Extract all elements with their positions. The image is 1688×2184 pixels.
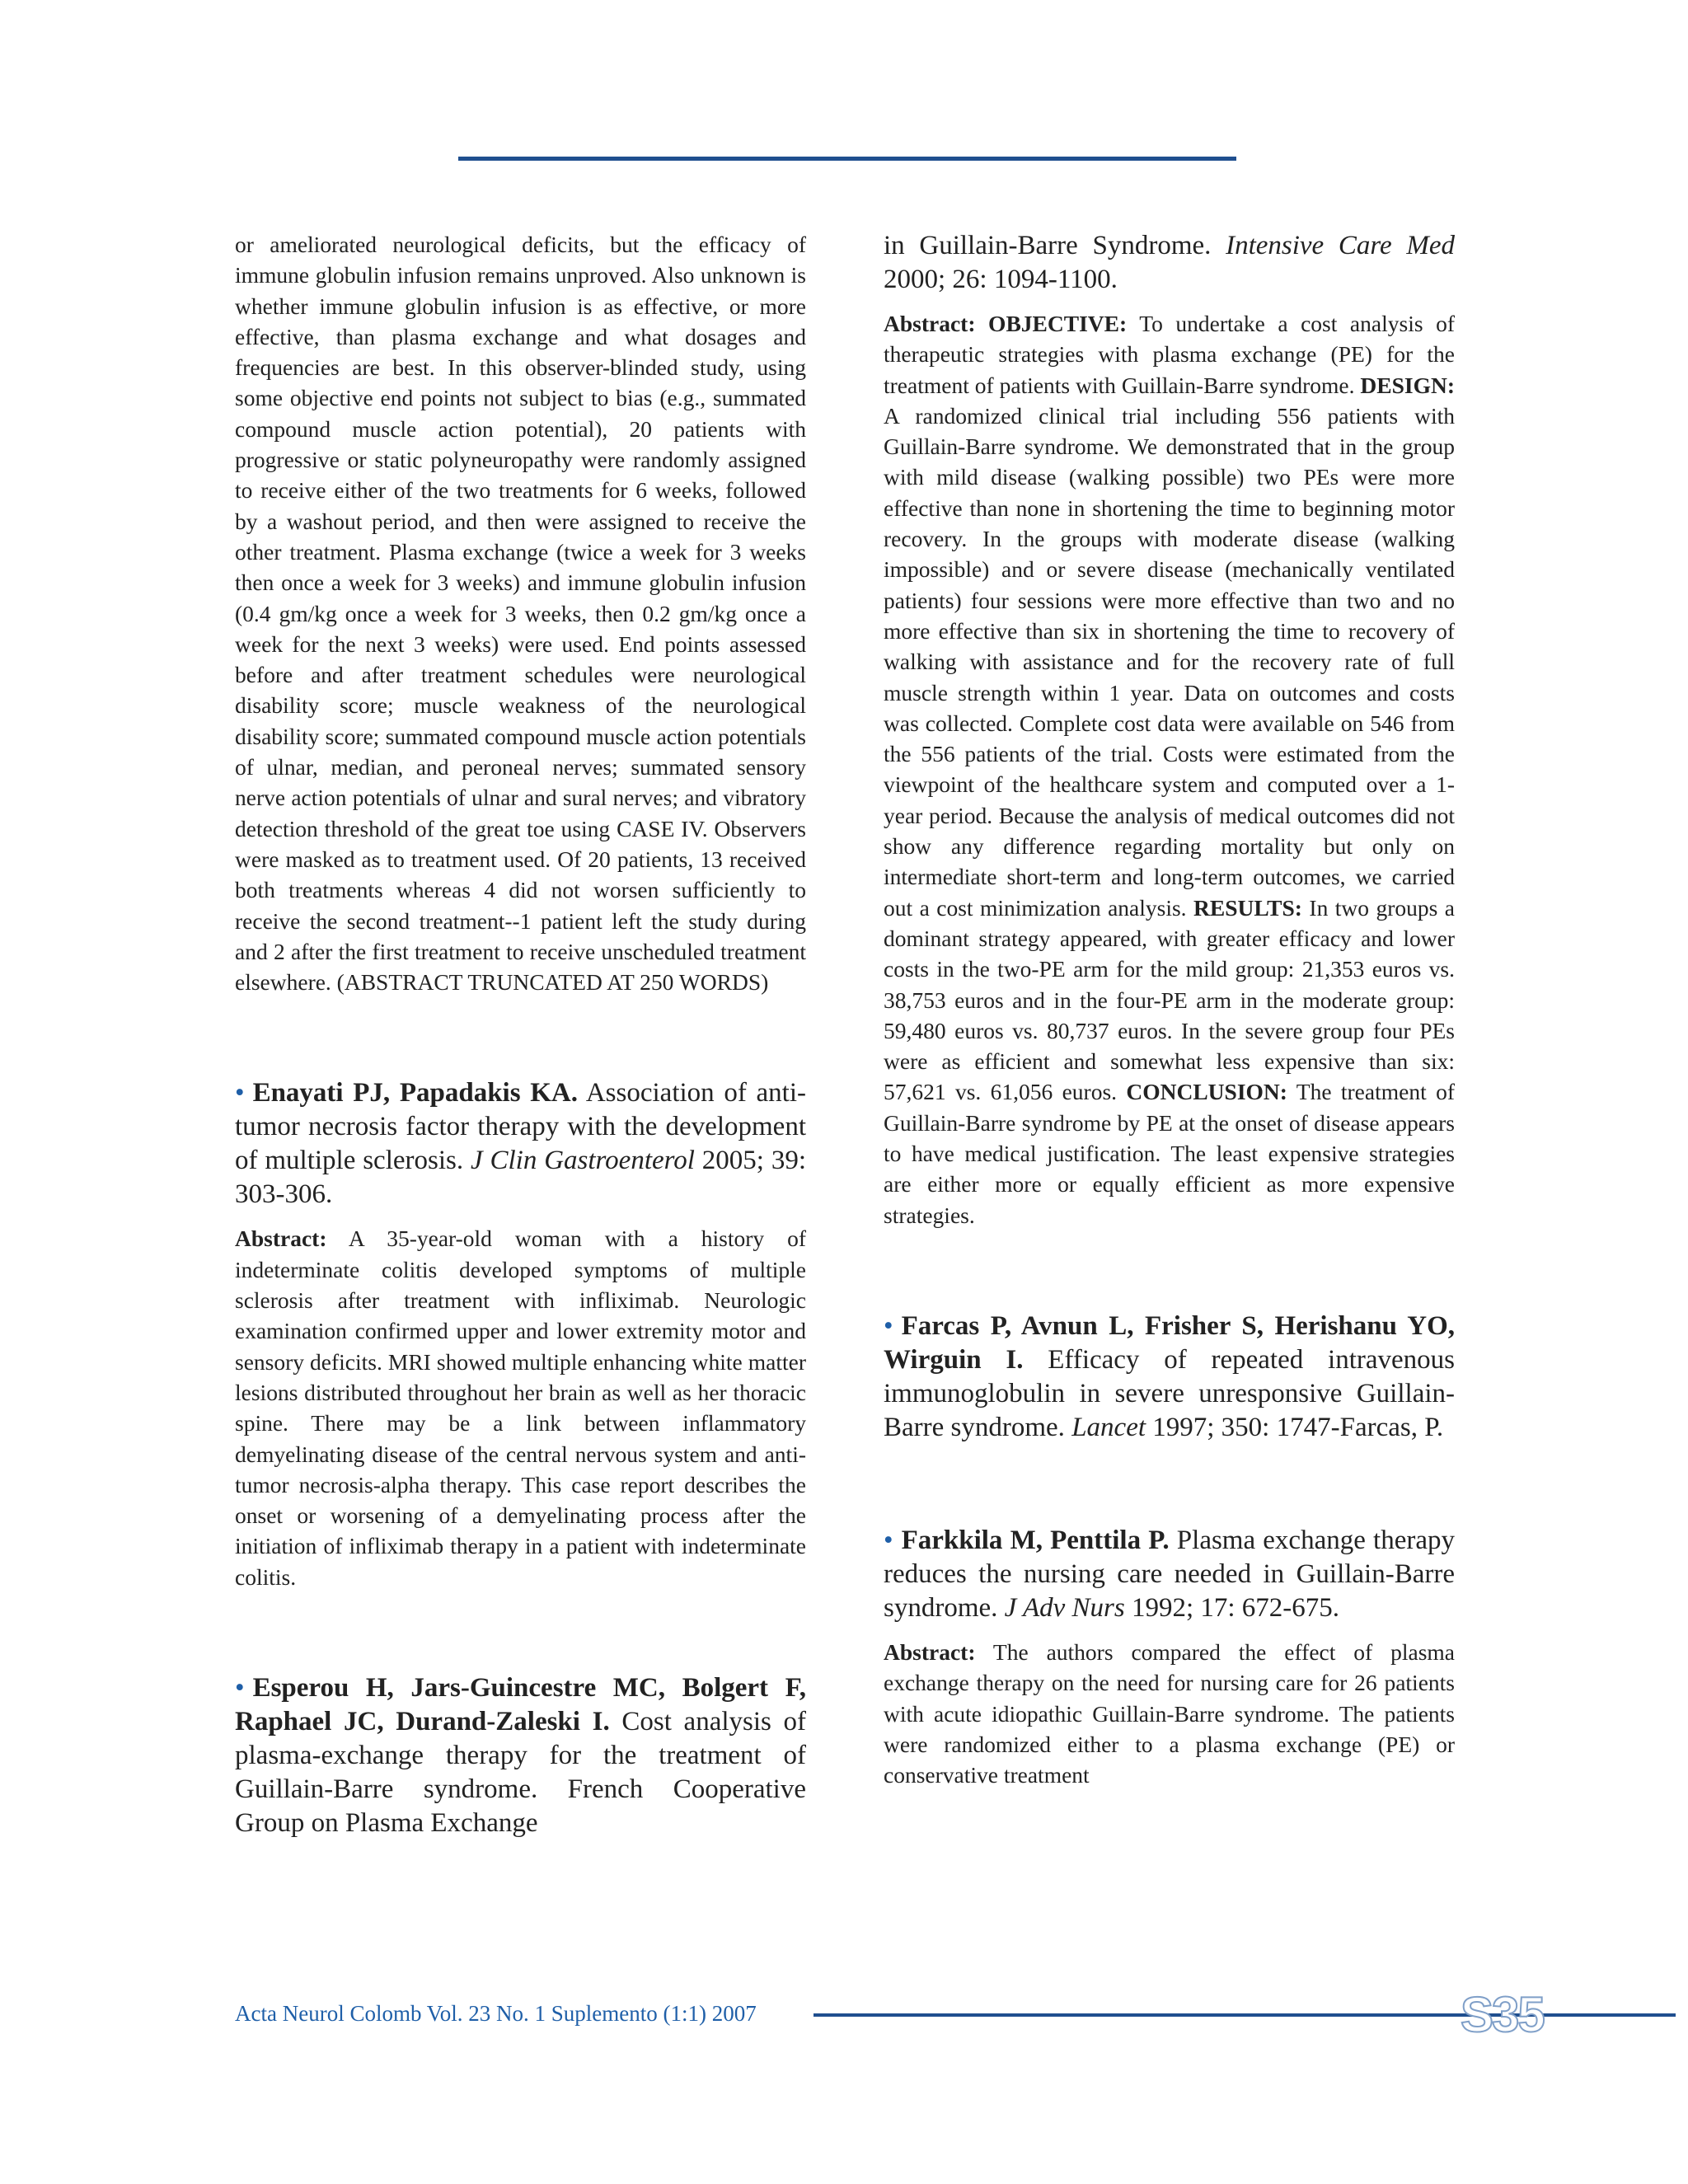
abstract-label: Abstract: <box>884 1638 976 1665</box>
reference-esperou <box>235 1671 806 1840</box>
reference-esperou-continued <box>884 229 1455 297</box>
abstract-enayati <box>235 1223 806 1592</box>
reference-authors: Enayati PJ, Papadakis KA. <box>252 1078 578 1108</box>
abstract-farkkila <box>884 1637 1455 1790</box>
bullet-icon: • <box>884 1525 893 1555</box>
bullet-icon: • <box>235 1672 245 1703</box>
reference-citation: 1997; 350: 1747-Farcas, P. <box>1146 1412 1444 1442</box>
bullet-icon: • <box>884 1310 893 1341</box>
footer-journal-line: Acta Neurol Colomb Vol. 23 No. 1 Suplemento (1:1) 2007 <box>235 2001 757 2026</box>
page-footer <box>235 1987 1554 2044</box>
abstract-esperou <box>884 308 1455 1230</box>
reference-journal: Intensive Care Med <box>1226 231 1455 260</box>
objective-text: To undertake a cost analysis of therapeutic strategies with plasma exchange (PE) for the treatment of patients with Guillain-Barre syndrome. <box>884 311 1455 398</box>
right-column <box>884 229 1455 1790</box>
reference-authors: Esperou H, Jars-Guincestre MC, Bolgert F, Raphael JC, Durand-Zaleski I. <box>235 1672 806 1736</box>
reference-citation: 1992; 17: 672-675. <box>1124 1592 1340 1623</box>
reference-journal: J Clin Gastroenterol <box>470 1146 695 1176</box>
reference-journal: Lancet <box>1071 1412 1146 1442</box>
design-text: A randomized clinical trial including 556 patients with Guillain-Barre syndrome. We demonstrated that in the group with mild disease (walking possible) two PEs were more effective than none in shortening the time to beginning motor recovery. In the groups with moderate disease (walking impossible) and or severe disease (mechanically ventilated patients) four sessions were more effective than two and no more effective than six in shortening the time to recovery of walking with assistance and for the recovery rate of full muscle strength within 1 year. Data on outcomes and costs was collected. Complete cost data were available on 546 from the 556 patients of the trial. Costs were estimated from the viewpoint of the healthcare system and computed over a 1-year period. Because the analysis of medical outcomes did not show any difference regarding mortality but only on intermediate short-term and long-term outcomes, we carried out a cost minimization analysis. <box>884 402 1455 921</box>
reference-farcas <box>884 1310 1455 1445</box>
conclusion-label: CONCLUSION: <box>1126 1079 1287 1105</box>
abstract-label: Abstract: <box>235 1226 327 1252</box>
reference-citation: 2000; 26: 1094-1100. <box>884 265 1118 294</box>
header-rule <box>458 157 1236 161</box>
footer-rule <box>814 2013 1676 2017</box>
reference-title: Efficacy of repeated intravenous immunoglobulin in severe unresponsive Guillain-Barre syndrome. <box>884 1344 1455 1442</box>
objective-label: OBJECTIVE: <box>975 311 1128 336</box>
reference-enayati <box>235 1076 806 1212</box>
results-label: RESULTS: <box>1193 894 1302 921</box>
reference-farkkila <box>884 1524 1455 1625</box>
results-text: In two groups a dominant strategy appeared, with greater efficacy and lower costs in the two-PE arm for the mild group: 21,353 euros vs. 38,753 euros and in the four-PE arm in the moderate group: 59,480 euros vs. 80,737 euros. In the severe group four PEs were as efficient and somewhat less expensive than six: 57,621 vs. 61,056 euros. <box>884 894 1455 1105</box>
reference-journal: J Adv Nurs <box>1004 1592 1125 1623</box>
reference-citation: 2005; 39: 303-306. <box>235 1146 806 1210</box>
abstract-body: A 35-year-old woman with a history of indeterminate colitis developed symptoms of multiple sclerosis after treatment with infliximab. Neurologic examination confirmed upper and lower extremity motor and sensory deficits. MRI showed multiple enhancing white matter lesions distributed throughout her brain as well as her thoracic spine. There may be a link between inflammatory demyelinating disease of the central nervous system and anti-tumor necrosis-alpha therapy. This case report describes the onset or worsening of a demyelinating process after the initiation of infliximab therapy in a patient with indeterminate colitis. <box>235 1226 806 1590</box>
reference-title: Association of anti-tumor necrosis factor therapy with the development of multiple sclerosis. <box>235 1078 806 1176</box>
continued-abstract-text: or ameliorated neurological deficits, but the efficacy of immune globulin infusion remains unproved. Also unknown is whether immune globulin infusion is as effective, or more effective, than plasma exchange and what dosages and frequencies are best. In this observer-blinded study, using some objective end points not subject to bias (e.g., summated compound muscle action potential), 20 patients with progressive or static polyneuropathy were randomly assigned to receive either of the two treatments for 6 weeks, followed by a washout period, and then were assigned to receive the other treatment. Plasma exchange (twice a week for 3 weeks then once a week for 3 weeks) and immune globulin infusion (0.4 gm/kg once a week for 3 weeks, then 0.2 gm/kg once a week for the next 3 weeks) were used. End points assessed before and after treatment schedules were neurological disability score; muscle weakness of the neurological disability score; summated compound muscle action potentials of ulnar, median, and peroneal nerves; summated sensory nerve action potentials of ulnar and sural nerves; and vibratory detection threshold of the great toe using CASE IV. Observers were masked as to treatment used. Of 20 patients, 13 received both treatments whereas 4 did not worsen sufficiently to receive the second treatment--1 patient left the study during and 2 after the first treatment to receive unscheduled treatment elsewhere. (ABSTRACT TRUNCATED AT 250 WORDS) <box>235 232 806 996</box>
reference-authors: Farcas P, Avnun L, Frisher S, Herishanu YO, Wirguin I. <box>884 1310 1455 1375</box>
reference-title-continued: in Guillain-Barre Syndrome. <box>884 231 1226 260</box>
abstract-label: Abstract: <box>884 311 976 336</box>
left-column <box>235 229 806 1840</box>
reference-title: Plasma exchange therapy reduces the nursing care needed in Guillain-Barre syndrome. <box>884 1525 1455 1623</box>
page-number: S35 <box>1461 1987 1544 2042</box>
conclusion-text: The treatment of Guillain-Barre syndrome by PE at the onset of disease appears to have medical justification. The least expensive strategies are either more or equally efficient as more expensive strategies. <box>884 1079 1455 1228</box>
abstract-body: The authors compared the effect of plasma exchange therapy on the need for nursing care for 26 patients with acute idiopathic Guillain-Barre syndrome. The patients were randomized either to a plasma exchange (PE) or conservative treatment <box>884 1638 1455 1788</box>
design-label: DESIGN: <box>1360 372 1455 398</box>
reference-title: Cost analysis of plasma-exchange therapy for the treatment of Guillain-Barre syndrome. French Cooperative Group on Plasma Exchange <box>235 1706 807 1838</box>
reference-authors: Farkkila M, Penttila P. <box>901 1525 1170 1555</box>
bullet-icon: • <box>235 1078 245 1108</box>
